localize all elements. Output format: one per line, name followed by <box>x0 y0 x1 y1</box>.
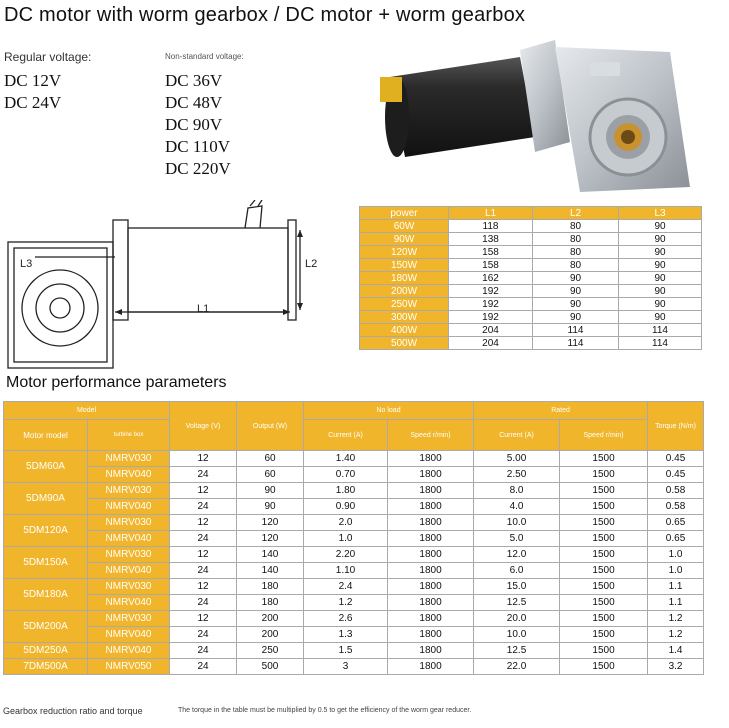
rated-speed-cell: 1500 <box>560 451 648 467</box>
dim-label-l2: L2 <box>305 258 318 270</box>
power-cell: 150W <box>360 259 449 272</box>
rated-current-cell: 10.0 <box>474 515 560 531</box>
turbine-box-cell: NMRV040 <box>88 531 170 547</box>
table-row <box>4 531 704 547</box>
motor-model-cell: 5DM90A <box>4 483 88 515</box>
noload-speed-cell: 1800 <box>388 483 474 499</box>
footer-right-note: The torque in the table must be multiplied by 0.5 to get the efficiency of the worm gear reducer. <box>178 707 472 714</box>
dimension-row <box>360 337 702 350</box>
rated-current-cell: 4.0 <box>474 499 560 515</box>
l2-cell: 80 <box>533 220 619 233</box>
torque-cell: 1.1 <box>648 595 704 611</box>
dimension-row <box>360 220 702 233</box>
nonstandard-voltage-3: DC 110V <box>165 137 231 156</box>
turbine-box-cell: NMRV030 <box>88 579 170 595</box>
motor-model-cell: 7DM500A <box>4 659 88 675</box>
l2-cell: 90 <box>533 285 619 298</box>
noload-current-cell: 0.70 <box>304 467 388 483</box>
noload-speed-cell: 1800 <box>388 595 474 611</box>
table-row <box>4 579 704 595</box>
voltage-cell: 24 <box>170 499 237 515</box>
noload-speed-cell: 1800 <box>388 579 474 595</box>
table-row <box>4 547 704 563</box>
regular-voltage-list <box>4 70 61 114</box>
l2-cell: 80 <box>533 246 619 259</box>
l3-cell: 90 <box>619 246 702 259</box>
l1-cell: 192 <box>449 311 533 324</box>
regular-voltage-0: DC 12V <box>4 71 62 90</box>
voltage-cell: 24 <box>170 531 237 547</box>
header-voltage: Voltage (V) <box>170 402 237 451</box>
rated-current-cell: 6.0 <box>474 563 560 579</box>
power-cell: 90W <box>360 233 449 246</box>
l1-cell: 138 <box>449 233 533 246</box>
noload-speed-cell: 1800 <box>388 659 474 675</box>
rated-speed-cell: 1500 <box>560 627 648 643</box>
voltage-cell: 12 <box>170 515 237 531</box>
noload-current-cell: 1.5 <box>304 643 388 659</box>
header-noload-current: Current (A) <box>304 420 388 451</box>
dimension-row <box>360 246 702 259</box>
voltage-cell: 24 <box>170 563 237 579</box>
motor-model-cell: 5DM250A <box>4 643 88 659</box>
output-cell: 60 <box>237 467 304 483</box>
motor-gearbox-photo <box>370 32 710 202</box>
l1-cell: 158 <box>449 246 533 259</box>
l3-cell: 90 <box>619 259 702 272</box>
turbine-box-cell: NMRV040 <box>88 643 170 659</box>
noload-current-cell: 1.0 <box>304 531 388 547</box>
power-cell: 400W <box>360 324 449 337</box>
nonstandard-voltage-list <box>165 70 231 180</box>
l1-cell: 192 <box>449 298 533 311</box>
rated-current-cell: 5.0 <box>474 531 560 547</box>
rated-current-cell: 12.5 <box>474 643 560 659</box>
header-l2: L2 <box>533 207 619 220</box>
power-cell: 60W <box>360 220 449 233</box>
torque-cell: 0.65 <box>648 531 704 547</box>
noload-current-cell: 2.20 <box>304 547 388 563</box>
rated-speed-cell: 1500 <box>560 547 648 563</box>
l1-cell: 158 <box>449 259 533 272</box>
header-motor-model: Motor model <box>4 420 88 451</box>
table-row <box>4 595 704 611</box>
rated-speed-cell: 1500 <box>560 579 648 595</box>
torque-cell: 0.58 <box>648 483 704 499</box>
output-cell: 140 <box>237 547 304 563</box>
dimension-row <box>360 285 702 298</box>
output-cell: 200 <box>237 627 304 643</box>
power-cell: 300W <box>360 311 449 324</box>
rated-current-cell: 2.50 <box>474 467 560 483</box>
header-rated: Rated <box>474 402 648 420</box>
noload-current-cell: 3 <box>304 659 388 675</box>
turbine-box-cell: NMRV040 <box>88 595 170 611</box>
rated-current-cell: 5.00 <box>474 451 560 467</box>
dimension-drawing <box>0 200 330 370</box>
output-cell: 200 <box>237 611 304 627</box>
noload-current-cell: 1.10 <box>304 563 388 579</box>
l1-cell: 118 <box>449 220 533 233</box>
torque-cell: 0.65 <box>648 515 704 531</box>
l3-cell: 114 <box>619 324 702 337</box>
l2-cell: 114 <box>533 324 619 337</box>
motor-model-cell: 5DM60A <box>4 451 88 483</box>
turbine-box-cell: NMRV040 <box>88 563 170 579</box>
l2-cell: 80 <box>533 233 619 246</box>
l3-cell: 90 <box>619 272 702 285</box>
output-cell: 250 <box>237 643 304 659</box>
power-cell: 200W <box>360 285 449 298</box>
torque-cell: 0.45 <box>648 451 704 467</box>
l1-cell: 162 <box>449 272 533 285</box>
l3-cell: 90 <box>619 220 702 233</box>
output-cell: 500 <box>237 659 304 675</box>
header-noload: No load <box>304 402 474 420</box>
regular-voltage-label: Regular voltage: <box>4 50 92 64</box>
table-row <box>4 499 704 515</box>
power-cell: 250W <box>360 298 449 311</box>
torque-cell: 1.1 <box>648 579 704 595</box>
header-output: Output (W) <box>237 402 304 451</box>
output-cell: 180 <box>237 579 304 595</box>
output-cell: 120 <box>237 531 304 547</box>
rated-speed-cell: 1500 <box>560 611 648 627</box>
regular-voltage-1: DC 24V <box>4 93 62 112</box>
voltage-cell: 24 <box>170 627 237 643</box>
rated-current-cell: 22.0 <box>474 659 560 675</box>
power-cell: 180W <box>360 272 449 285</box>
rated-speed-cell: 1500 <box>560 483 648 499</box>
voltage-cell: 24 <box>170 467 237 483</box>
noload-speed-cell: 1800 <box>388 563 474 579</box>
l2-cell: 90 <box>533 272 619 285</box>
rated-speed-cell: 1500 <box>560 467 648 483</box>
header-model: Model <box>4 402 170 420</box>
performance-title: Motor performance parameters <box>6 374 227 391</box>
rated-current-cell: 12.5 <box>474 595 560 611</box>
noload-speed-cell: 1800 <box>388 643 474 659</box>
table-row <box>4 563 704 579</box>
l2-cell: 80 <box>533 259 619 272</box>
turbine-box-cell: NMRV030 <box>88 515 170 531</box>
header-turbine-box: turbine box <box>88 420 170 451</box>
voltage-cell: 24 <box>170 643 237 659</box>
noload-speed-cell: 1800 <box>388 499 474 515</box>
dimension-row <box>360 311 702 324</box>
header-l3: L3 <box>619 207 702 220</box>
l3-cell: 90 <box>619 285 702 298</box>
table-row <box>4 451 704 467</box>
header-l1: L1 <box>449 207 533 220</box>
nonstandard-voltage-label: Non-standard voltage: <box>165 52 244 61</box>
table-row <box>4 611 704 627</box>
l1-cell: 204 <box>449 337 533 350</box>
voltage-cell: 12 <box>170 547 237 563</box>
header-noload-speed: Speed r/min) <box>388 420 474 451</box>
voltage-cell: 12 <box>170 579 237 595</box>
dimension-row <box>360 272 702 285</box>
rated-speed-cell: 1500 <box>560 515 648 531</box>
noload-speed-cell: 1800 <box>388 611 474 627</box>
table-row <box>4 467 704 483</box>
voltage-cell: 12 <box>170 483 237 499</box>
nonstandard-voltage-4: DC 220V <box>165 159 231 178</box>
page-title: DC motor with worm gearbox / DC motor + worm gearbox <box>4 4 526 26</box>
l2-cell: 114 <box>533 337 619 350</box>
torque-cell: 1.0 <box>648 563 704 579</box>
turbine-box-cell: NMRV040 <box>88 499 170 515</box>
header-power: power <box>360 207 449 220</box>
l3-cell: 90 <box>619 298 702 311</box>
l3-cell: 90 <box>619 311 702 324</box>
noload-current-cell: 2.4 <box>304 579 388 595</box>
noload-current-cell: 2.0 <box>304 515 388 531</box>
voltage-cell: 24 <box>170 595 237 611</box>
nonstandard-voltage-0: DC 36V <box>165 71 223 90</box>
l2-cell: 90 <box>533 298 619 311</box>
footer-left-note: Gearbox reduction ratio and torque <box>3 706 143 716</box>
nonstandard-voltage-2: DC 90V <box>165 115 223 134</box>
dimension-row <box>360 324 702 337</box>
rated-current-cell: 12.0 <box>474 547 560 563</box>
output-cell: 120 <box>237 515 304 531</box>
motor-model-cell: 5DM120A <box>4 515 88 547</box>
l1-cell: 204 <box>449 324 533 337</box>
output-cell: 140 <box>237 563 304 579</box>
noload-current-cell: 2.6 <box>304 611 388 627</box>
noload-speed-cell: 1800 <box>388 467 474 483</box>
l3-cell: 90 <box>619 233 702 246</box>
output-cell: 90 <box>237 483 304 499</box>
rated-current-cell: 20.0 <box>474 611 560 627</box>
l3-cell: 114 <box>619 337 702 350</box>
voltage-cell: 12 <box>170 451 237 467</box>
noload-speed-cell: 1800 <box>388 531 474 547</box>
torque-cell: 1.2 <box>648 611 704 627</box>
turbine-box-cell: NMRV050 <box>88 659 170 675</box>
torque-cell: 0.58 <box>648 499 704 515</box>
noload-current-cell: 1.80 <box>304 483 388 499</box>
dim-label-l3: L3 <box>20 258 33 270</box>
torque-cell: 1.0 <box>648 547 704 563</box>
l2-cell: 90 <box>533 311 619 324</box>
rated-speed-cell: 1500 <box>560 643 648 659</box>
power-cell: 120W <box>360 246 449 259</box>
output-cell: 180 <box>237 595 304 611</box>
rated-speed-cell: 1500 <box>560 659 648 675</box>
noload-current-cell: 0.90 <box>304 499 388 515</box>
output-cell: 90 <box>237 499 304 515</box>
performance-table <box>3 401 704 675</box>
power-cell: 500W <box>360 337 449 350</box>
torque-cell: 1.4 <box>648 643 704 659</box>
dimension-table <box>359 206 702 350</box>
turbine-box-cell: NMRV040 <box>88 627 170 643</box>
turbine-box-cell: NMRV030 <box>88 611 170 627</box>
rated-current-cell: 15.0 <box>474 579 560 595</box>
noload-speed-cell: 1800 <box>388 627 474 643</box>
motor-model-cell: 5DM150A <box>4 547 88 579</box>
motor-model-cell: 5DM180A <box>4 579 88 611</box>
nonstandard-voltage-1: DC 48V <box>165 93 223 112</box>
rated-speed-cell: 1500 <box>560 595 648 611</box>
torque-cell: 1.2 <box>648 627 704 643</box>
turbine-box-cell: NMRV030 <box>88 547 170 563</box>
header-rated-speed: Speed r/min) <box>560 420 648 451</box>
turbine-box-cell: NMRV030 <box>88 483 170 499</box>
header-torque: Torque (N/m) <box>648 402 704 451</box>
voltage-cell: 24 <box>170 659 237 675</box>
noload-current-cell: 1.3 <box>304 627 388 643</box>
noload-speed-cell: 1800 <box>388 515 474 531</box>
dim-label-l1: L1 <box>197 303 210 315</box>
dimension-table-header <box>360 207 702 220</box>
table-row <box>4 659 704 675</box>
output-cell: 60 <box>237 451 304 467</box>
dimension-row <box>360 233 702 246</box>
table-row <box>4 515 704 531</box>
dimension-row <box>360 298 702 311</box>
turbine-box-cell: NMRV030 <box>88 451 170 467</box>
rated-speed-cell: 1500 <box>560 499 648 515</box>
torque-cell: 3.2 <box>648 659 704 675</box>
table-row <box>4 627 704 643</box>
voltage-cell: 12 <box>170 611 237 627</box>
rated-speed-cell: 1500 <box>560 563 648 579</box>
motor-model-cell: 5DM200A <box>4 611 88 643</box>
torque-cell: 0.45 <box>648 467 704 483</box>
rated-speed-cell: 1500 <box>560 531 648 547</box>
noload-current-cell: 1.40 <box>304 451 388 467</box>
table-row <box>4 483 704 499</box>
header-rated-current: Current (A) <box>474 420 560 451</box>
turbine-box-cell: NMRV040 <box>88 467 170 483</box>
noload-current-cell: 1.2 <box>304 595 388 611</box>
l1-cell: 192 <box>449 285 533 298</box>
rated-current-cell: 8.0 <box>474 483 560 499</box>
table-row <box>4 643 704 659</box>
dimension-row <box>360 259 702 272</box>
noload-speed-cell: 1800 <box>388 451 474 467</box>
rated-current-cell: 10.0 <box>474 627 560 643</box>
noload-speed-cell: 1800 <box>388 547 474 563</box>
